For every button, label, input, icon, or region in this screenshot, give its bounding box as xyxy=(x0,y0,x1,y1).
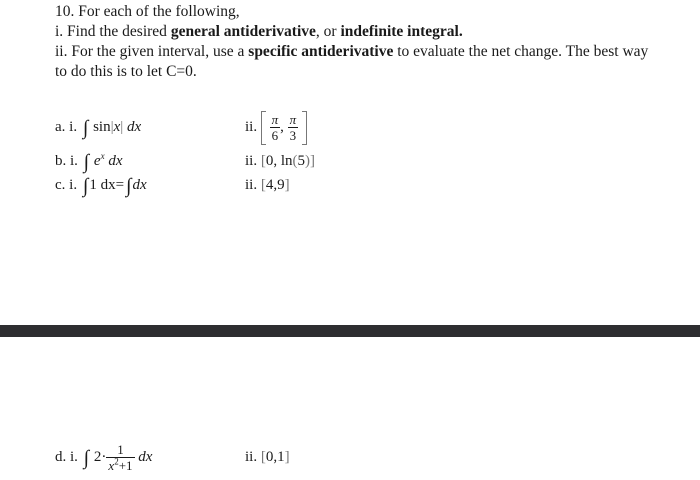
page-divider-band xyxy=(0,325,700,337)
fraction-pi-over-3: $\frac{\pi}{3}$ xyxy=(289,112,297,144)
problem-c-interval: ii. [4,9] xyxy=(245,177,290,193)
problem-d-integral: d. i. ∫ 2· $\frac{1}{x^2+1}$ dx xyxy=(55,442,153,474)
fraction-pi-over-6: $\frac{\pi}{6}$ xyxy=(271,112,279,144)
instruction-part-ii-continued: to do this is to let C=0. xyxy=(55,63,197,80)
problem-a-interval: ii. $\frac{\pi}{6}$ , $\frac{\pi}{3}$ xyxy=(245,108,307,146)
problem-b-interval: ii. [0, ln(5)] xyxy=(245,153,316,169)
left-bracket xyxy=(261,111,266,145)
fraction-one-over-x-squared-plus-one: $\frac{1}{x^2+1}$ xyxy=(108,442,133,474)
problem-d-interval: ii. [0,1] xyxy=(245,449,290,465)
problem-b-integral: b. i. ∫ $e^x$ dx xyxy=(55,151,123,173)
instruction-part-ii: ii. For the given interval, use a specific antiderivative to evaluate the net change. The best way xyxy=(55,43,649,60)
right-bracket xyxy=(302,111,307,145)
question-title: 10. For each of the following, xyxy=(55,3,240,20)
problem-a-integral: a. i. ∫ sin|x| dx xyxy=(55,117,142,139)
instruction-part-i: i. Find the desired general antiderivative, or indefinite integral. xyxy=(55,23,463,40)
problem-c-integral: c. i. ∫1 dx= ∫dx xyxy=(55,175,147,197)
